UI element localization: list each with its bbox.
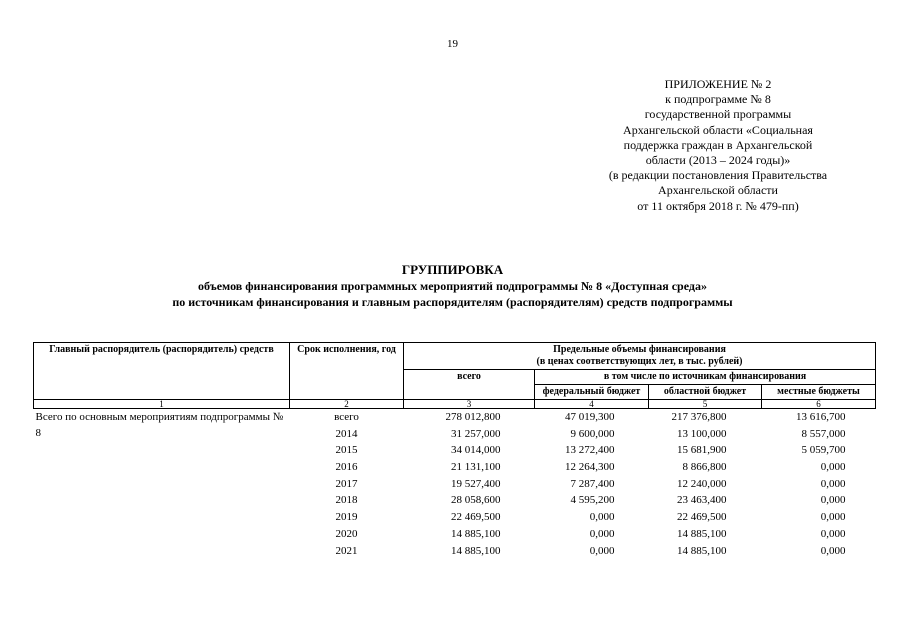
column-number: 5 bbox=[649, 400, 762, 409]
column-number: 2 bbox=[290, 400, 404, 409]
cell-local: 0,000 bbox=[820, 477, 846, 490]
cell-period: 2018 bbox=[335, 494, 358, 507]
cell-period: 2021 bbox=[335, 544, 358, 557]
appendix-line: поддержка граждан в Архангельской bbox=[623, 137, 813, 152]
cell-local: 0,000 bbox=[820, 544, 846, 557]
header-financing-limits-line: (в ценах соответствующих лет, в тыс. рублей) bbox=[536, 356, 743, 367]
column-number: 4 bbox=[535, 400, 649, 409]
header-period: Срок исполнения, год bbox=[290, 343, 404, 400]
document-heading bbox=[0, 262, 905, 310]
cell-period: 2015 bbox=[335, 444, 358, 457]
cell-regional: 13 100,000 bbox=[677, 427, 727, 440]
column-number: 3 bbox=[404, 400, 535, 409]
appendix-line: от 11 октября 2018 г. № 479-пп) bbox=[637, 198, 799, 213]
cell-period: 2019 bbox=[335, 511, 358, 524]
cell-total: 28 058,600 bbox=[451, 494, 501, 507]
cell-total: 22 469,500 bbox=[451, 511, 501, 524]
cell-period: 2020 bbox=[335, 527, 358, 540]
appendix-line: к подпрограмме № 8 bbox=[665, 92, 771, 107]
cell-federal: 0,000 bbox=[589, 511, 615, 524]
column-number: 6 bbox=[762, 400, 876, 409]
cell-total: 19 527,400 bbox=[451, 477, 501, 490]
group-name: Всего по основным мероприятиям подпрограммы № 8 bbox=[35, 411, 284, 439]
cell-period: 2014 bbox=[335, 427, 358, 440]
cell-regional: 14 885,100 bbox=[677, 544, 727, 557]
cell-federal: 7 287,400 bbox=[570, 477, 615, 490]
cell-local: 0,000 bbox=[820, 461, 846, 474]
document-subtitle-line: по источникам финансирования и главным распорядителям (распорядителям) средств подпрограммы bbox=[172, 295, 733, 309]
column-number: 1 bbox=[34, 400, 290, 409]
document-title: ГРУППИРОВКА bbox=[401, 262, 504, 277]
header-administrator: Главный распорядитель (распорядитель) средств bbox=[34, 343, 290, 400]
cell-local: 0,000 bbox=[820, 494, 846, 507]
financing-table bbox=[33, 342, 876, 559]
cell-federal: 0,000 bbox=[589, 544, 615, 557]
appendix-line: области (2013 – 2024 годы)» bbox=[645, 153, 791, 168]
header-including-sources: в том числе по источникам финансирования bbox=[535, 370, 876, 385]
header-federal-budget: федеральный бюджет bbox=[535, 385, 649, 400]
cell-period: 2016 bbox=[335, 461, 358, 474]
page-number: 19 bbox=[447, 38, 458, 50]
header-regional-budget: областной бюджет bbox=[649, 385, 762, 400]
cell-regional: 8 866,800 bbox=[682, 461, 727, 474]
cell-local: 0,000 bbox=[820, 527, 846, 540]
appendix-block bbox=[568, 77, 868, 214]
cell-federal: 0,000 bbox=[589, 527, 615, 540]
cell-total: 14 885,100 bbox=[451, 527, 501, 540]
cell-local: 5 059,700 bbox=[801, 444, 846, 457]
table-row bbox=[34, 409, 876, 426]
cell-regional: 15 681,900 bbox=[677, 444, 727, 457]
cell-federal: 4 595,200 bbox=[570, 494, 615, 507]
cell-period: всего bbox=[334, 411, 359, 423]
appendix-line: (в редакции постановления Правительства bbox=[608, 168, 828, 183]
header-financing-limits bbox=[404, 343, 876, 370]
cell-total: 278 012,800 bbox=[445, 411, 501, 423]
cell-regional: 217 376,800 bbox=[671, 411, 727, 423]
cell-total: 14 885,100 bbox=[451, 544, 501, 557]
cell-federal: 12 264,300 bbox=[565, 461, 615, 474]
cell-federal: 9 600,000 bbox=[570, 427, 615, 440]
cell-local: 0,000 bbox=[820, 511, 846, 524]
cell-regional: 22 469,500 bbox=[677, 511, 727, 524]
appendix-line: Архангельской области «Социальная bbox=[623, 122, 813, 137]
header-total: всего bbox=[404, 370, 535, 400]
cell-local: 13 616,700 bbox=[796, 411, 846, 423]
cell-period: 2017 bbox=[335, 477, 358, 490]
appendix-line: Архангельской области bbox=[658, 183, 778, 198]
header-local-budgets: местные бюджеты bbox=[762, 385, 876, 400]
cell-federal: 13 272,400 bbox=[565, 444, 615, 457]
cell-regional: 23 463,400 bbox=[677, 494, 727, 507]
cell-federal: 47 019,300 bbox=[565, 411, 615, 423]
cell-total: 31 257,000 bbox=[451, 427, 501, 440]
cell-total: 21 131,100 bbox=[451, 461, 501, 474]
cell-regional: 14 885,100 bbox=[677, 527, 727, 540]
appendix-line: государственной программы bbox=[644, 107, 792, 122]
appendix-line: ПРИЛОЖЕНИЕ № 2 bbox=[664, 77, 772, 91]
cell-regional: 12 240,000 bbox=[677, 477, 727, 490]
document-subtitle-line: объемов финансирования программных мероприятий подпрограммы № 8 «Доступная среда» bbox=[198, 279, 707, 293]
cell-total: 34 014,000 bbox=[451, 444, 501, 457]
cell-local: 8 557,000 bbox=[801, 427, 846, 440]
header-financing-limits-line: Предельные объемы финансирования bbox=[553, 344, 726, 355]
